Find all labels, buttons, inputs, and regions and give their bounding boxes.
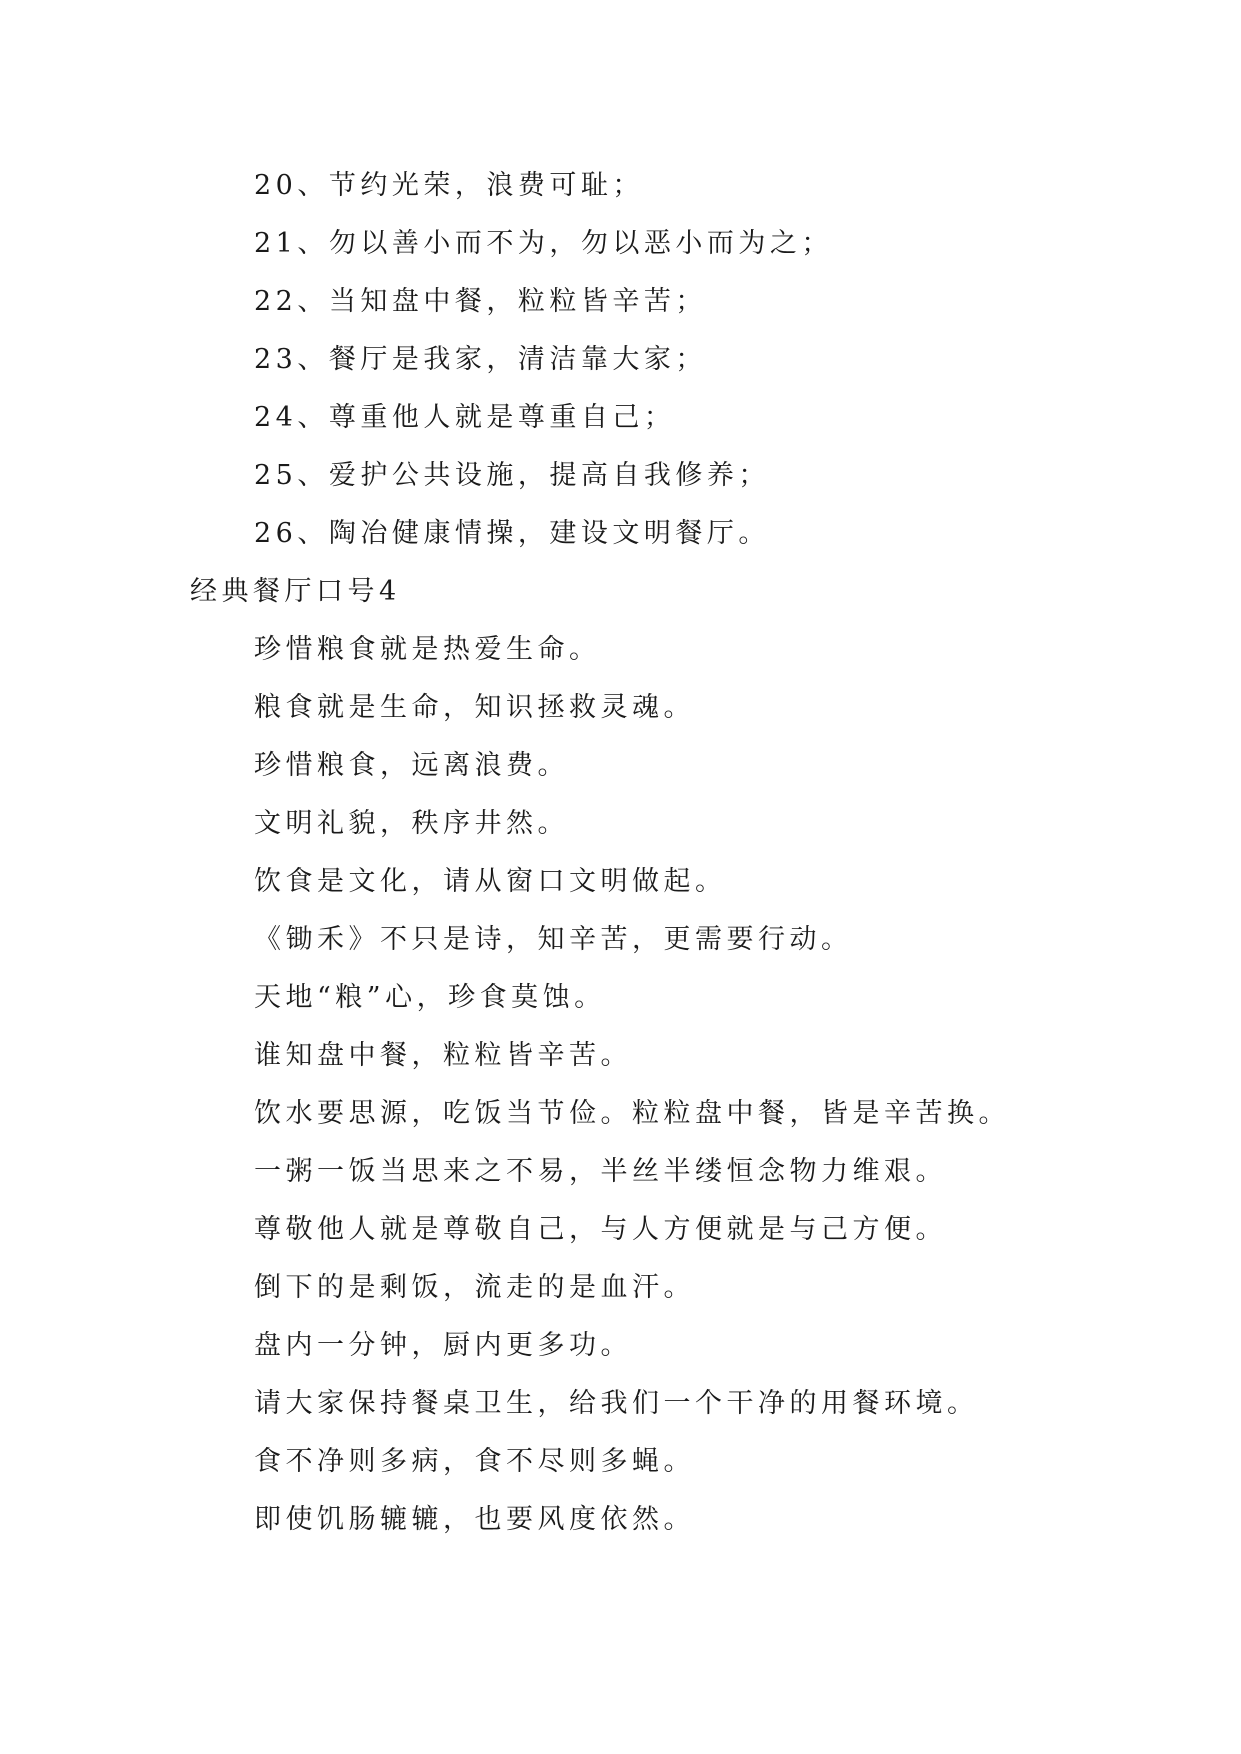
list-item: 26、陶冶健康情操，建设文明餐厅。 (254, 518, 770, 549)
list-item: 24、尊重他人就是尊重自己； (254, 402, 676, 433)
slogan-list-top (190, 157, 1220, 563)
slogan-list-bottom (190, 621, 1220, 1549)
list-item: 盘内一分钟，厨内更多功。 (254, 1330, 632, 1361)
list-item: 22、当知盘中餐，粒粒皆辛苦； (254, 286, 707, 317)
list-item: 文明礼貌，秩序井然。 (254, 808, 569, 839)
list-item: 珍惜粮食，远离浪费。 (254, 750, 569, 781)
list-item: 天地“粮”心，珍食莫蚀。 (254, 982, 606, 1013)
section-heading: 经典餐厅口号4 (190, 576, 401, 607)
list-item: 21、勿以善小而不为，勿以恶小而为之； (254, 228, 833, 259)
list-item: 尊敬他人就是尊敬自己，与人方便就是与己方便。 (254, 1214, 947, 1245)
list-item: 倒下的是剩饭，流走的是血汗。 (254, 1272, 695, 1303)
list-item: 《锄禾》不只是诗，知辛苦，更需要行动。 (254, 924, 853, 955)
list-item: 25、爱护公共设施，提高自我修养； (254, 460, 770, 491)
list-item: 请大家保持餐桌卫生，给我们一个干净的用餐环境。 (254, 1388, 979, 1419)
list-item: 谁知盘中餐，粒粒皆辛苦。 (254, 1040, 632, 1071)
list-item: 饮水要思源，吃饭当节俭。粒粒盘中餐，皆是辛苦换。 (254, 1098, 1010, 1129)
list-item: 饮食是文化，请从窗口文明做起。 (254, 866, 727, 897)
list-item: 一粥一饭当思来之不易，半丝半缕恒念物力维艰。 (254, 1156, 947, 1187)
list-item: 食不净则多病，食不尽则多蝇。 (254, 1446, 695, 1477)
list-item: 20、节约光荣，浪费可耻； (254, 170, 644, 201)
list-item: 珍惜粮食就是热爱生命。 (254, 634, 601, 665)
list-item: 即使饥肠辘辘，也要风度依然。 (254, 1504, 695, 1535)
list-item: 粮食就是生命，知识拯救灵魂。 (254, 692, 695, 723)
list-item: 23、餐厅是我家，清洁靠大家； (254, 344, 707, 375)
